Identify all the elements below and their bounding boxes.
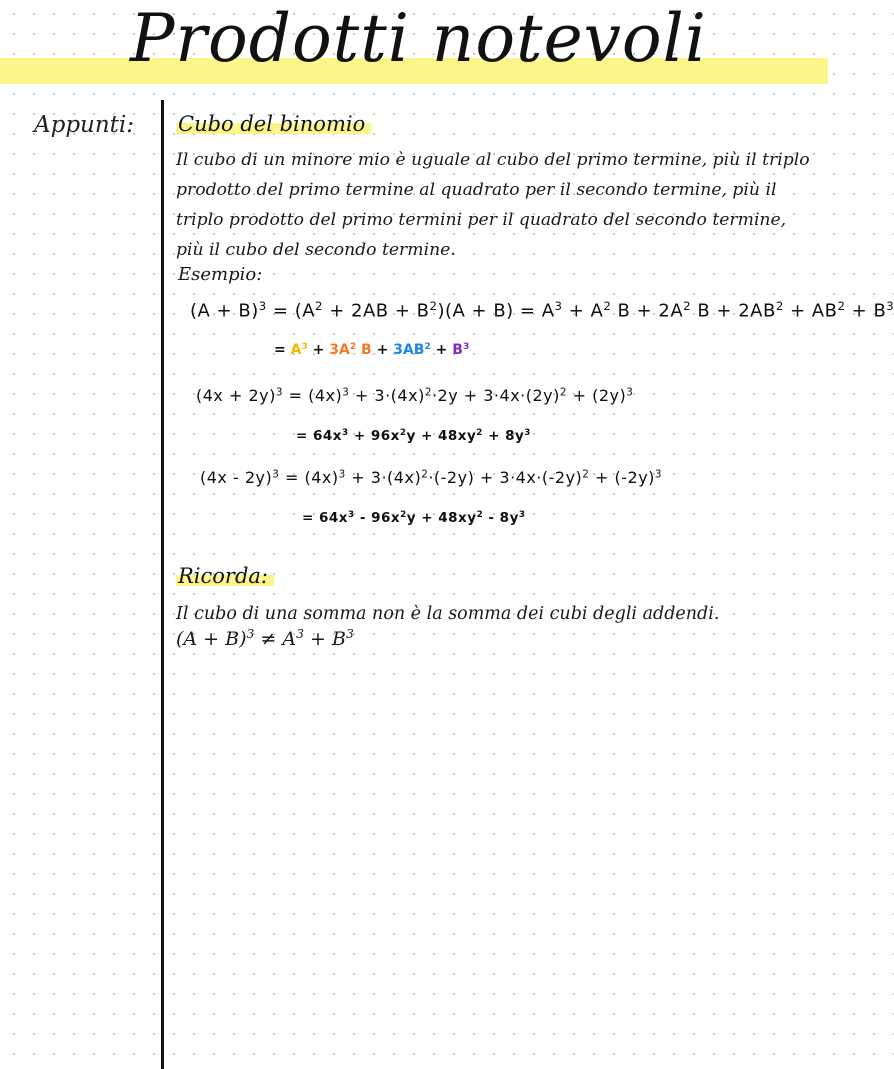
remember-text: Il cubo di una somma non è la somma dei cubi degli addendi. bbox=[176, 604, 720, 624]
page-title: Prodotti notevoli bbox=[130, 0, 707, 77]
example-line-3: $(4x + 2y)^3 = (4x)^3 + 3\cdot(4x)^2\cdot 2y + 3\cdot 4x\cdot(2y)^2 + (2y)^3$ bbox=[196, 386, 634, 405]
remember-formula: $(A + B)^3 \ne A^3 + B^3$ bbox=[176, 627, 354, 650]
example-label: Esempio: bbox=[178, 264, 263, 285]
example-line-6: = $64x^3 - 96x^2y + 48xy^2 - 8y^3$ bbox=[302, 510, 526, 526]
example-line-2: = $A^3 + 3A^2$ $B + 3AB^2 + B^3$ bbox=[274, 342, 470, 358]
term-3a2b: $3A^2$ B bbox=[329, 342, 372, 358]
example-line-1: $(A + B)^3 = (A^2 + 2AB + B^2)(A + B) = A^3 + A^2$ $B + 2A^2$ $B + 2AB^2 + AB^2 + B^3$ bbox=[190, 299, 894, 322]
margin-divider bbox=[161, 100, 164, 1069]
example-line-4: = $64x^3 + 96x^2y + 48xy^2 + 8y^3$ bbox=[296, 428, 531, 444]
term-b-cubed: $B^3$ bbox=[452, 342, 470, 358]
term-3ab2: $3AB^2$ bbox=[393, 342, 431, 358]
term-a-cubed: $A^3$ bbox=[290, 342, 308, 358]
section-heading-cube: Cubo del binomio bbox=[176, 112, 371, 136]
sidebar-label: Appunti: bbox=[34, 112, 135, 138]
rule-paragraph: Il cubo di un minore mio è uguale al cubo del primo termine, più il triplo prodotto del primo termine al quadrato per il secondo termine, più il triplo prodotto del primo termini per il quadrato del secondo termine, più il cubo del secondo termine. bbox=[176, 150, 810, 260]
example-line-5: $(4x - 2y)^3 = (4x)^3 + 3\cdot(4x)^2\cdot(-2y) + 3\cdot 4x\cdot(-2y)^2 + (-2y)^3$ bbox=[200, 468, 663, 487]
section-heading-remember: Ricorda: bbox=[176, 564, 274, 588]
